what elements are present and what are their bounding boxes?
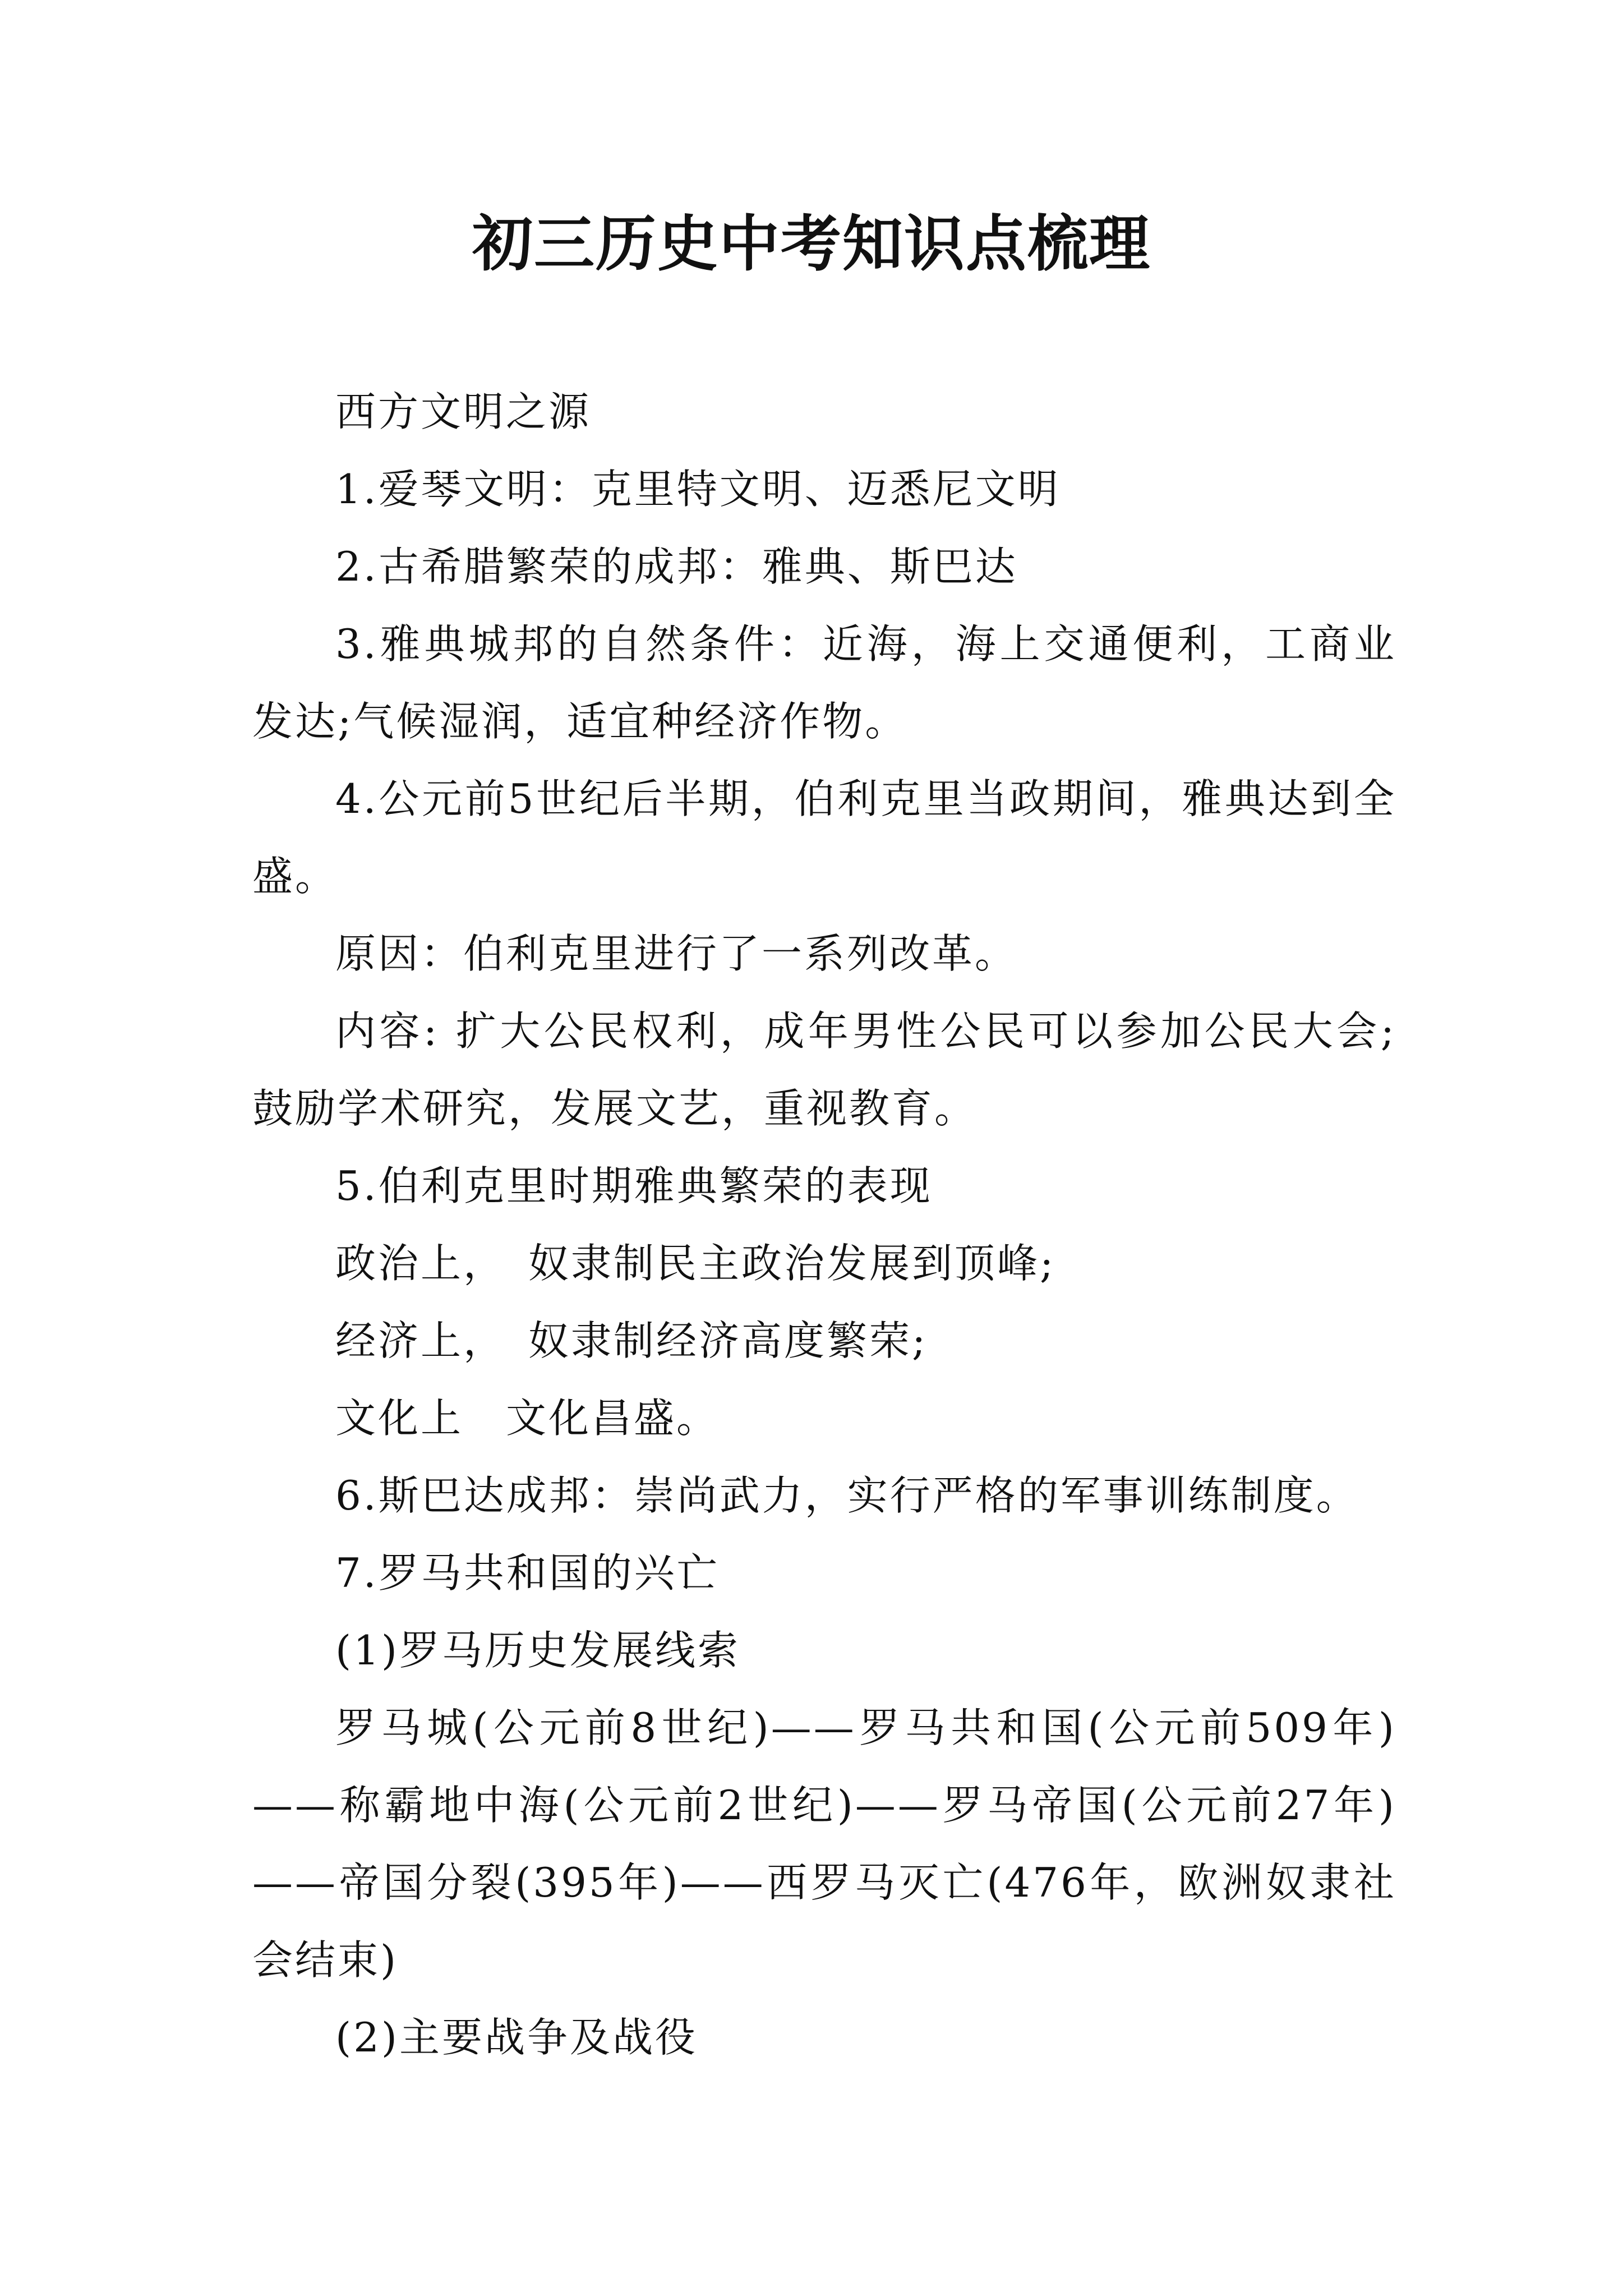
paragraph: 5.伯利克里时期雅典繁荣的表现 [335,1162,933,1209]
paragraph: 罗马城(公元前8世纪)——罗马共和国(公元前509年)——称霸地中海(公元前2世纪)——罗马帝国(公元前27年)——帝国分裂(395年)——西罗马灭亡(476年，欧洲奴隶社会结束) [252,1704,1396,1984]
paragraph: 4.公元前5世纪后半期，伯利克里当政期间，雅典达到全盛。 [252,775,1396,900]
paragraph: 西方文明之源 [335,388,592,435]
paragraph: 2.古希腊繁荣的成邦：雅典、斯巴达 [335,543,1018,590]
document-title: 初三历史中考知识点梳理 [472,209,1151,279]
paragraph: 原因：伯利克里进行了一系列改革。 [335,930,1018,977]
paragraph: 文化上 文化昌盛。 [335,1395,720,1442]
paragraph: 政治上， 奴隶制民主政治发展到顶峰; [335,1240,1056,1287]
paragraph: 内容: 扩大公民权利，成年男性公民可以参加公民大会;鼓励学术研究，发展文艺，重视教育。 [252,1007,1396,1132]
paragraph: 1.爱琴文明：克里特文明、迈悉尼文明 [335,466,1061,513]
paragraph: 6.斯巴达成邦：崇尚武力，实行严格的军事训练制度。 [335,1472,1359,1519]
paragraph: (1)罗马历史发展线索 [335,1627,740,1674]
document-body [252,373,1396,2076]
paragraph: 3.雅典城邦的自然条件：近海，海上交通便利，工商业发达;气候湿润，适宜种经济作物。 [252,620,1396,745]
paragraph: (2)主要战争及战役 [335,2014,698,2061]
paragraph: 经济上， 奴隶制经济高度繁荣; [335,1317,928,1364]
paragraph: 7.罗马共和国的兴亡 [335,1549,720,1596]
